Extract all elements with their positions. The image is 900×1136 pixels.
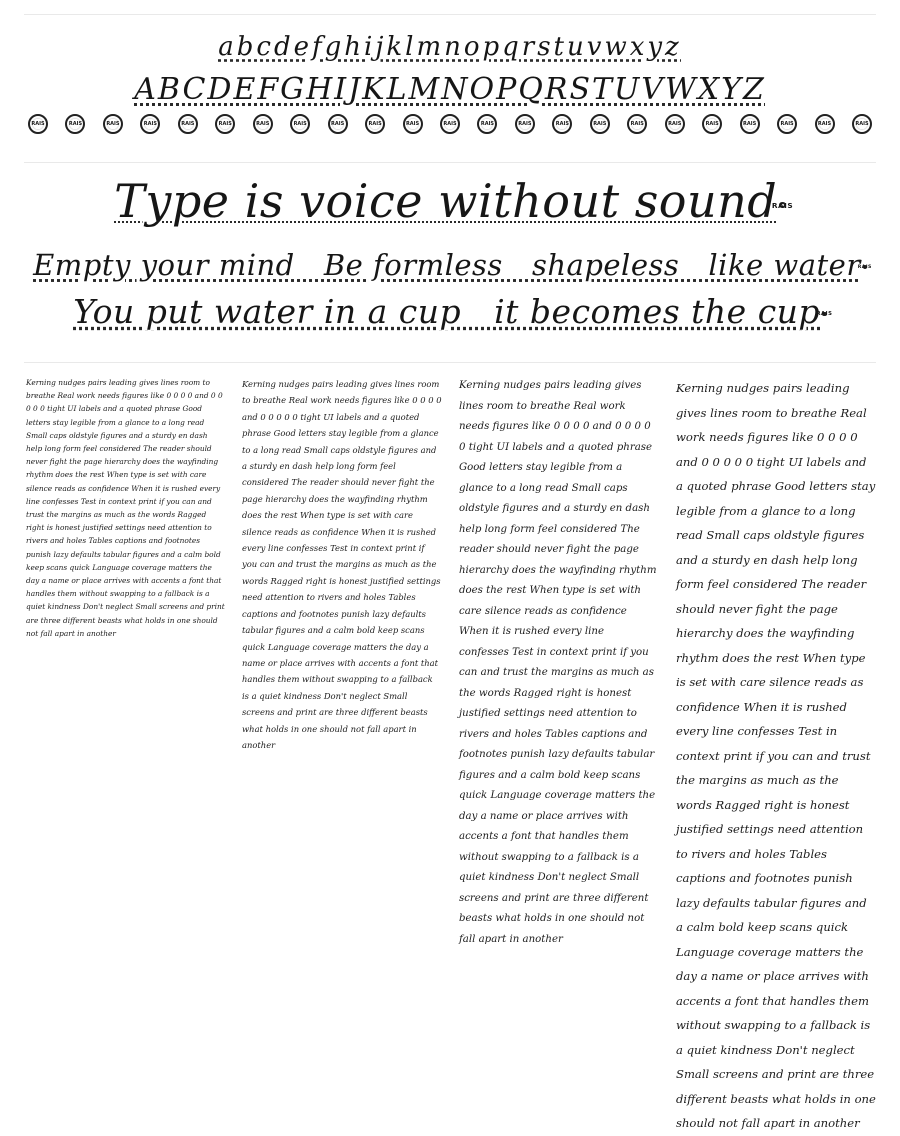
- demo-seal-icon: RAIS: [702, 114, 722, 134]
- demo-seal-icon: RAIS: [852, 114, 872, 134]
- demo-seal-icon: RAIS: [771, 200, 794, 210]
- demo-seal-icon: RAIS: [627, 114, 647, 134]
- demo-seal-icon: RAIS: [777, 114, 797, 134]
- text-column-2: [242, 376, 442, 750]
- subline-2: [0, 292, 900, 331]
- subline-1: [0, 248, 900, 282]
- lowercase-alphabet: abcdefghijklmnopqrstuvwxyz: [218, 32, 682, 62]
- headline-text: Type is voice without sound: [114, 174, 778, 228]
- demo-seal-icon: RAIS: [665, 114, 685, 134]
- subline-1-text: Empty your mind Be formless shapeless like water: [33, 248, 861, 282]
- demo-seal-icon: RAIS: [440, 114, 460, 134]
- demo-seal-icon: RAIS: [590, 114, 610, 134]
- demo-seal-icon: RAIS: [215, 114, 235, 134]
- demo-seal-icon: RAIS: [815, 114, 835, 134]
- paragraph-text: Kerning nudges pairs leading gives lines room to breathe Real work needs figures like 0 0 0 0 and 0 0 0 0 0 tight UI labels and a quoted phrase Good letters stay legible from a glance to a long read Small caps oldstyle figures and a sturdy en dash help long form feel considered The reader should never fight the page hierarchy does the wayfinding rhythm does the rest When type is set with care silence reads as confidence When it is rushed every line confesses Test in context print if you can and trust the margins as much as the words Ragged right is honest justified settings need attention to rivers and holes Tables captions and footnotes punish lazy defaults tabular figures and a calm bold keep scans quick Language coverage matters the day a name or place arrives with accents a font that handles them without swapping to a fallback is a quiet kindness Don't neglect Small screens and print are three different beasts what holds in one should not fall apart in another: [676, 381, 876, 1130]
- demo-seal-icon: RAIS: [140, 114, 160, 134]
- divider-2: [24, 362, 876, 363]
- demo-seal-icon: RAIS: [515, 114, 535, 134]
- demo-seal-icon: RAIS: [816, 311, 833, 317]
- demo-seal-icon: RAIS: [103, 114, 123, 134]
- headline: [0, 174, 900, 228]
- uppercase-alphabet: ABCDEFGHIJKLMNOPQRSTUVWXYZ: [134, 72, 766, 107]
- demo-seal-icon: RAIS: [328, 114, 348, 134]
- demo-seal-icon: RAIS: [857, 264, 872, 270]
- demo-seal-icon: RAIS: [365, 114, 385, 134]
- demo-seal-icon: RAIS: [403, 114, 423, 134]
- text-column-4: [676, 376, 876, 1130]
- demo-seal-icon: RAIS: [65, 114, 85, 134]
- demo-seal-icon: RAIS: [290, 114, 310, 134]
- paragraph-text: Kerning nudges pairs leading gives lines room to breathe Real work needs figures like 0 0 0 0 and 0 0 0 0 0 tight UI labels and a quoted phrase Good letters stay legible from a glance to a long read Small caps oldstyle figures and a sturdy en dash help long form feel considered The reader should never fight the page hierarchy does the wayfinding rhythm does the rest When type is set with care silence reads as confidence When it is rushed every line confesses Test in context print if you can and trust the margins as much as the words Ragged right is honest justified settings need attention to rivers and holes Tables captions and footnotes punish lazy defaults tabular figures and a calm bold keep scans quick Language coverage matters the day a name or place arrives with accents a font that handles them without swapping to a fallback is a quiet kindness Don't neglect Small screens and print are three different beasts what holds in one should not fall apart in another: [242, 379, 442, 750]
- text-column-1: [26, 376, 226, 638]
- divider-top: [24, 14, 876, 15]
- demo-seal-icon: RAIS: [740, 114, 760, 134]
- demo-seal-icon: RAIS: [28, 114, 48, 134]
- paragraph-text: Kerning nudges pairs leading gives lines room to breathe Real work needs figures like 0 0 0 0 and 0 0 0 0 0 tight UI labels and a quoted phrase Good letters stay legible from a glance to a long read Small caps oldstyle figures and a sturdy en dash help long form feel considered The reader should never fight the page hierarchy does the wayfinding rhythm does the rest When type is set with care silence reads as confidence When it is rushed every line confesses Test in context print if you can and trust the margins as much as the words Ragged right is honest justified settings need attention to rivers and holes Tables captions and footnotes punish lazy defaults tabular figures and a calm bold keep scans quick Language coverage matters the day a name or place arrives with accents a font that handles them without swapping to a fallback is a quiet kindness Don't neglect Small screens and print are three different beasts what holds in one should not fall apart in another: [459, 380, 657, 945]
- subline-2-text: You put water in a cup it becomes the cup: [73, 292, 821, 331]
- seal-glyph-row: [28, 114, 872, 134]
- demo-seal-icon: RAIS: [552, 114, 572, 134]
- paragraph-text: Kerning nudges pairs leading gives lines room to breathe Real work needs figures like 0 0 0 0 and 0 0 0 0 0 tight UI labels and a quoted phrase Good letters stay legible from a glance to a long read Small caps oldstyle figures and a sturdy en dash help long form feel considered The reader should never fight the page hierarchy does the wayfinding rhythm does the rest When type is set with care silence reads as confidence When it is rushed every line confesses Test in context print if you can and trust the margins as much as the words Ragged right is honest justified settings need attention to rivers and holes Tables captions and footnotes punish lazy defaults tabular figures and a calm bold keep scans quick Language coverage matters the day a name or place arrives with accents a font that handles them without swapping to a fallback is a quiet kindness Don't neglect Small screens and print are three different beasts what holds in one should not fall apart in another: [26, 378, 225, 638]
- demo-seal-icon: RAIS: [477, 114, 497, 134]
- demo-seal-icon: RAIS: [253, 114, 273, 134]
- divider-1: [24, 162, 876, 163]
- text-column-3: [459, 376, 657, 945]
- demo-seal-icon: RAIS: [178, 114, 198, 134]
